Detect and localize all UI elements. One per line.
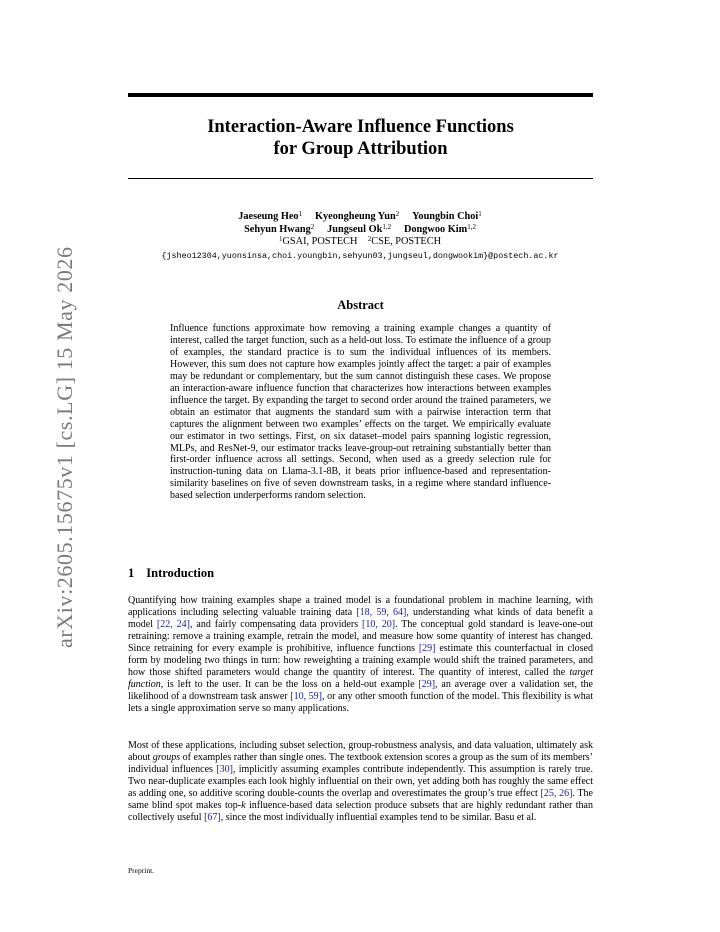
section-number: 1 <box>128 566 135 580</box>
paragraph-text-run: , an average over a validation set, the likelihood of a downstream task answer <box>128 678 593 702</box>
citation-link[interactable]: [10, 59] <box>290 690 322 702</box>
author-name: Youngbin Choi <box>412 211 479 222</box>
paper-title-line-2: for Group Attribution <box>273 139 448 159</box>
author-row-2 <box>100 224 620 237</box>
author-name: Kyeongheung Yun <box>314 211 396 222</box>
author-affiliation-mark: 2 <box>310 222 315 231</box>
affiliation-row <box>100 236 620 249</box>
author-name: Jungseul Ok <box>327 223 383 235</box>
affiliation-mark: 2 <box>367 235 372 243</box>
author-affiliation-mark: 1 <box>298 210 303 218</box>
citation-link[interactable]: [67] <box>204 811 221 823</box>
author-block <box>100 211 620 262</box>
author-name: Jaeseung Heo <box>238 211 299 222</box>
author-affiliation-mark: 1,2 <box>382 222 392 231</box>
citation-link[interactable]: [29] <box>418 642 436 654</box>
author-name: Sehyun Hwang <box>244 223 311 235</box>
italic-term: k <box>241 799 246 811</box>
abstract-heading: Abstract <box>337 298 384 312</box>
abstract-text: Influence functions approximate how removing a training example changes a quantity of interest, called the target function, such as a held-out loss. To estimate the influence of a group of examples, the standard practice is to sum the individual influences of its members. However, this sum does not capture how examples jointly affect the target: a pair of examples may be redundant or complementary, but the sum cannot distinguish these cases. We propose an interaction-aware influence function that characterizes how interactions between examples influence the target. By expanding the target to second order around the trained parameters, we obtain an estimator that augments the standard sum with a pairwise interaction term that captures the alignment between two examples’ effects on the target. We empirically evaluate our estimator in two settings. First, on six dataset–model pairs spanning logistic regression, MLPs, and ResNet-9, our estimator tracks leave-group-out retraining substantially better than first-order influence across all settings. Second, when used as a greedy selection rule for instruction-tuning data on Llama-3.1-8B, it beats prior influence-based and representation-similarity baselines on five of seven downstream tasks, in a regime where standard influence-based selection underperforms random selection. <box>170 323 551 502</box>
title-top-rule <box>128 93 593 97</box>
author-emails: {jsheo12304,yuonsinsa,choi.youngbin,sehyun03,jungseul,dongwookim}@postech.ac.kr <box>161 250 559 261</box>
paragraph-text-run: influence-based data selection produce subsets that are highly redundant rather than collectively useful <box>128 799 593 823</box>
author-row-1 <box>100 211 620 224</box>
footer-note: Preprint. <box>128 866 155 875</box>
paragraph-text-run: . The conceptual gold standard is leave-one-out retraining: remove a training example, retrain the model, and measure how some quantity of interest has changed. Since retraining for every example is prohibitive, influence functions <box>128 618 593 654</box>
affiliation-name: GSAI, POSTECH <box>282 236 358 247</box>
citation-link[interactable]: [29] <box>418 678 436 690</box>
citation-link[interactable]: [30] <box>216 763 233 775</box>
italic-term: groups <box>152 751 181 763</box>
italic-term: target function <box>128 666 593 690</box>
section-heading-introduction <box>128 566 214 581</box>
paragraph-text-run: Most of these applications, including subset selection, group-robustness analysis, and data valuation, ultimately ask about <box>128 740 593 763</box>
paragraph-text-run: , implicitly assuming examples contribute independently. This assumption is rarely true. Two near-duplicate examples each look highly influential on their own, yet adding both has roughly the same effect as adding one, so additive scoring double-counts the overlap and overestimates the group’s true effect <box>128 763 593 799</box>
paragraph-text-run: , is left to the user. It can be the loss on a held-out example <box>160 678 419 690</box>
author-affiliation-mark: 2 <box>395 210 400 218</box>
arxiv-identifier-text: arXiv:2605.15675v1 [cs.LG] 15 May 2026 <box>52 246 77 648</box>
author-affiliation-mark: 1,2 <box>467 222 476 231</box>
paper-title <box>128 116 593 160</box>
section-title: Introduction <box>146 566 215 580</box>
paragraph-text-run: , understanding what kinds of data benefit a model <box>128 606 593 630</box>
intro-paragraph-2 <box>128 740 593 824</box>
paragraph-text-run: , and fairly compensating data providers <box>189 618 362 630</box>
title-bottom-rule <box>128 178 593 179</box>
author-name: Dongwoo Kim <box>403 223 468 235</box>
citation-link[interactable]: [22, 24] <box>156 618 190 630</box>
paragraph-text-run: of examples rather than single ones. The textbook extension scores a group as the sum of its members’ individual influences <box>128 751 593 775</box>
affiliation-mark: 1 <box>278 235 283 243</box>
arxiv-identifier-stamp <box>12 246 77 648</box>
paragraph-text-run: , since the most individually influential examples tend to be similar. Basu et al. <box>220 811 537 823</box>
paragraph-text-run: Quantifying how training examples shape a trained model is a foundational problem in machine learning, with applications including selecting valuable training data <box>128 595 593 618</box>
author-affiliation-mark: 1 <box>478 210 482 218</box>
paragraph-text-run: . The same blind spot makes top- <box>128 787 593 811</box>
intro-paragraph-1 <box>128 595 593 715</box>
paragraph-text-run: , or any other smooth function of the model. This flexibility is what lets a single approximation serve so many applications. <box>128 690 593 714</box>
affiliation-name: CSE, POSTECH <box>371 236 442 247</box>
paragraph-text-run: estimate this counterfactual in closed form by modeling two things in turn: how reweighting a training example would shift the trained parameters, and how those shifted parameters would change the quantity of interest. The quantity of interest, called the <box>128 642 593 678</box>
citation-link[interactable]: [18, 59, 64] <box>356 606 407 618</box>
paper-title-line-1: Interaction-Aware Influence Functions <box>207 117 514 137</box>
citation-link[interactable]: [10, 20] <box>362 618 396 630</box>
citation-link[interactable]: [25, 26] <box>540 787 573 799</box>
